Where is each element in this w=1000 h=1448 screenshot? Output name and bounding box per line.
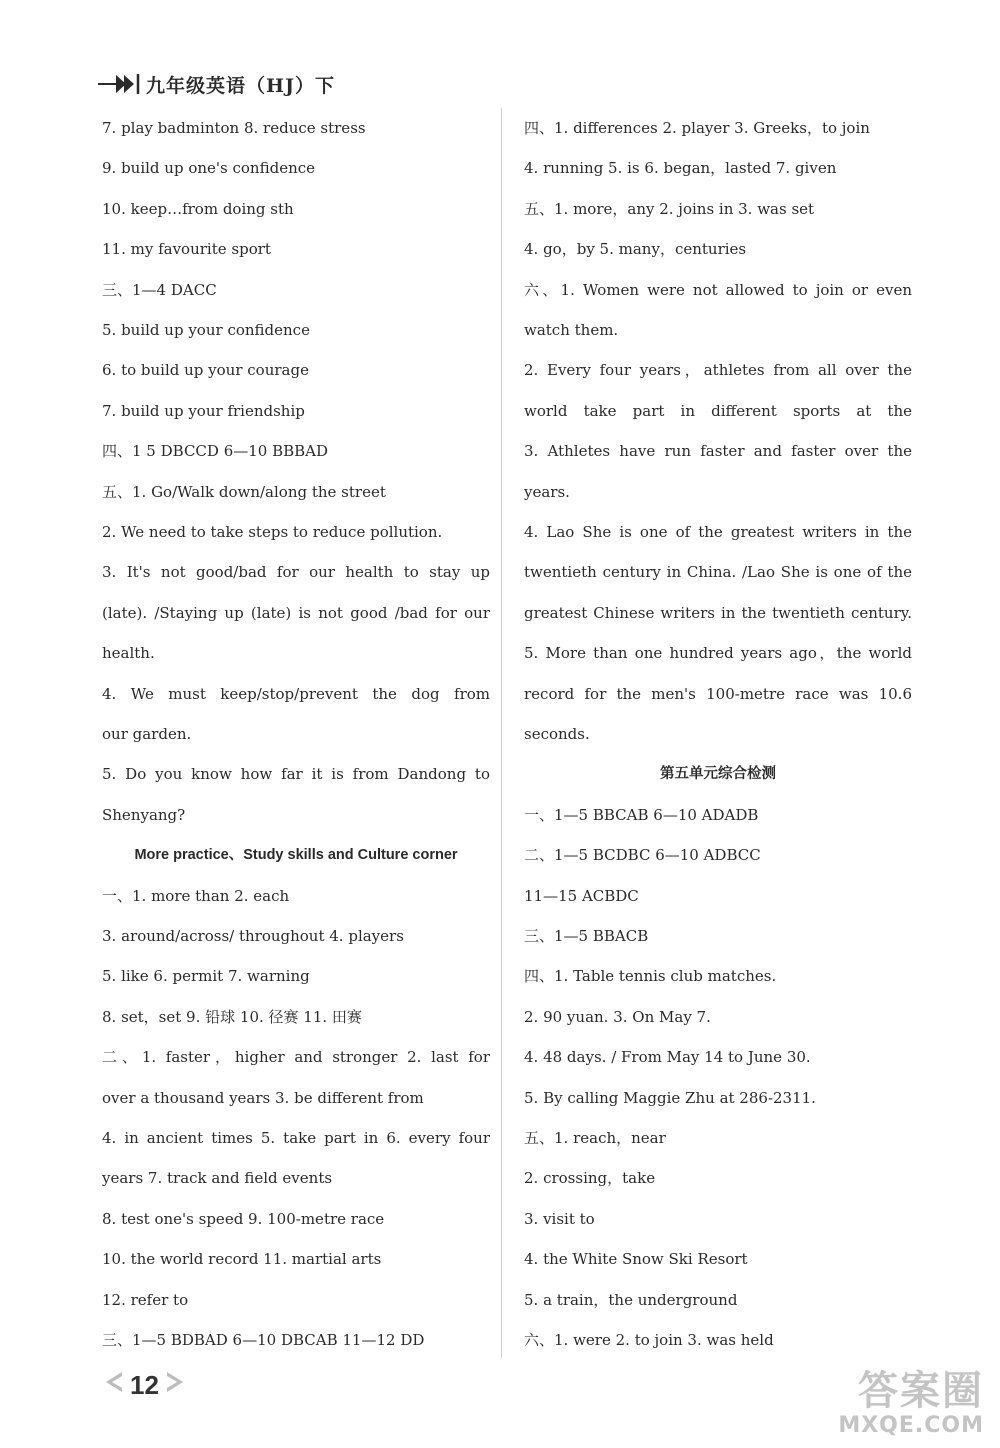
answer-line: 五、1. more，any 2. joins in 3. was set bbox=[524, 199, 815, 218]
section-heading: More practice、Study skills and Culture corner bbox=[134, 847, 458, 864]
answer-line: over a thousand years 3. be different from bbox=[102, 1088, 424, 1107]
answer-line: 4. in ancient times 5. take part in 6. every four bbox=[102, 1129, 490, 1148]
answer-line: world take part in different sports at the bbox=[524, 401, 912, 420]
left-column bbox=[102, 108, 490, 1361]
answer-line: 四、1 5 DBCCD 6—10 BBBAD bbox=[102, 442, 329, 461]
answer-line: 11—15 ACBDC bbox=[524, 886, 639, 905]
answer-line: 4. We must keep/stop/prevent the dog from bbox=[102, 684, 490, 703]
answer-line: 四、1. Table tennis club matches. bbox=[524, 967, 777, 986]
answer-line: 2. Every four years，athletes from all over the bbox=[524, 361, 912, 380]
answer-line: our garden. bbox=[102, 725, 192, 744]
answer-line: 一、1—5 BBCAB 6—10 ADADB bbox=[524, 805, 759, 824]
answer-line: 11. my favourite sport bbox=[102, 240, 271, 259]
answer-line: 3. around/across/ throughout 4. players bbox=[102, 927, 404, 946]
answer-line: 7. play badminton 8. reduce stress bbox=[102, 119, 366, 137]
answer-line: 5. By calling Maggie Zhu at 286-2311. bbox=[524, 1088, 816, 1107]
answer-line: 3. Athletes have run faster and faster over the bbox=[524, 442, 912, 461]
answer-line: 2. 90 yuan. 3. On May 7. bbox=[524, 1007, 711, 1026]
answer-line: twentieth century in China. /Lao She is one of the bbox=[524, 563, 912, 582]
answer-line: 3. It's not good/bad for our health to stay up bbox=[102, 563, 490, 582]
answer-line: 6. to build up your courage bbox=[102, 361, 309, 380]
answer-line: (late). /Staying up (late) is not good /bad for our bbox=[102, 603, 490, 622]
answer-line: 六、1. were 2. to join 3. was held bbox=[524, 1331, 774, 1350]
answer-line: 三、1—5 BDBAD 6—10 DBCAB 11—12 DD bbox=[102, 1331, 425, 1350]
answer-line: 三、1—5 BBACB bbox=[524, 926, 649, 945]
answer-line: 4. 48 days. / From May 14 to June 30. bbox=[524, 1048, 811, 1067]
answer-line: 五、1. reach，near bbox=[524, 1129, 666, 1148]
double-arrow-icon bbox=[98, 72, 142, 96]
answer-line: 三、1—4 DACC bbox=[102, 280, 217, 299]
answer-line: 9. build up one's confidence bbox=[102, 159, 316, 178]
answer-line: 5. More than one hundred years ago，the world bbox=[524, 644, 912, 663]
answer-line: years 7. track and field events bbox=[102, 1169, 333, 1188]
header-title: 九年级英语（HJ）下 bbox=[146, 74, 335, 97]
watermark-logo bbox=[794, 1368, 984, 1442]
answer-line: 10. keep…from doing sth bbox=[102, 199, 294, 218]
answer-line: 一、1. more than 2. each bbox=[102, 886, 290, 905]
answer-line: 8. test one's speed 9. 100-metre race bbox=[102, 1209, 385, 1228]
answer-line: 5. a train，the underground bbox=[524, 1290, 738, 1309]
answer-line: health. bbox=[102, 644, 155, 663]
answer-line: seconds. bbox=[524, 724, 590, 743]
answer-line: 二、1. faster，higher and stronger 2. last for bbox=[102, 1048, 490, 1067]
watermark-title: 答案圈 bbox=[858, 1368, 984, 1414]
answer-line: 五、1. Go/Walk down/along the street bbox=[102, 482, 386, 501]
answer-line: 二、1—5 BCDBC 6—10 ADBCC bbox=[524, 846, 761, 865]
answer-line: 4. go，by 5. many，centuries bbox=[524, 240, 747, 259]
answer-line: 4. Lao She is one of the greatest writers in the bbox=[524, 523, 912, 541]
page-number bbox=[102, 1370, 187, 1401]
page-header bbox=[98, 64, 335, 104]
answer-line: Shenyang? bbox=[102, 805, 186, 824]
column-divider bbox=[501, 108, 502, 1358]
answer-line: years. bbox=[524, 482, 570, 501]
answer-line: greatest Chinese writers in the twentieth century. bbox=[524, 603, 912, 622]
page-number-value: 12 bbox=[130, 1370, 159, 1400]
right-column bbox=[524, 108, 912, 1360]
right-triangle-icon bbox=[165, 1370, 187, 1401]
left-triangle-icon bbox=[102, 1370, 124, 1401]
answer-line: 8. set，set 9. 铅球 10. 径赛 11. 田赛 bbox=[102, 1007, 362, 1026]
answer-line: 4. running 5. is 6. began，lasted 7. given bbox=[524, 159, 837, 178]
watermark-url: MXQE.COM bbox=[838, 1413, 984, 1438]
answer-line: watch them. bbox=[524, 321, 619, 340]
answer-line: 四、1. differences 2. player 3. Greeks，to join bbox=[524, 119, 870, 137]
section-heading: 第五单元综合检测 bbox=[660, 766, 776, 783]
answer-line: 5. Do you know how far it is from Dandong to bbox=[102, 765, 490, 784]
answer-line: 2. crossing，take bbox=[524, 1169, 656, 1188]
answer-line: 2. We need to take steps to reduce pollution. bbox=[102, 523, 443, 542]
answer-line: 六、1. Women were not allowed to join or even bbox=[524, 280, 912, 299]
answer-line: 7. build up your friendship bbox=[102, 401, 305, 420]
answer-line: 5. like 6. permit 7. warning bbox=[102, 967, 310, 986]
answer-line: 5. build up your confidence bbox=[102, 321, 310, 340]
answer-line: 3. visit to bbox=[524, 1209, 595, 1228]
answer-line: 12. refer to bbox=[102, 1290, 189, 1309]
answer-line: 10. the world record 11. martial arts bbox=[102, 1250, 382, 1269]
answer-line: 4. the White Snow Ski Resort bbox=[524, 1250, 748, 1269]
answer-line: record for the men's 100-metre race was 10.6 bbox=[524, 684, 912, 703]
